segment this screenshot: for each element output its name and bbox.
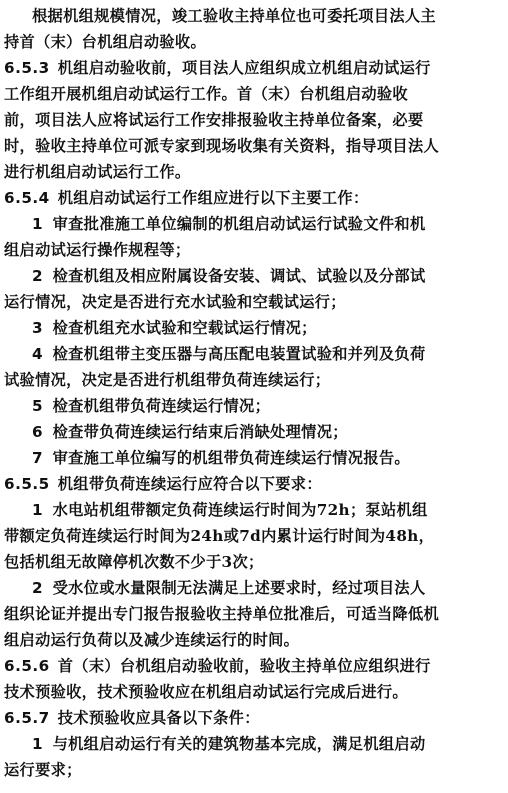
list-item-2: [0, 574, 508, 602]
line-text: 机组带负荷连续运行应符合以下要求：: [57, 475, 322, 493]
list-item-4: [0, 340, 508, 368]
item-number: 5: [32, 397, 43, 415]
line-text: 试验情况，决定是否进行机组带负荷连续运行；: [4, 371, 331, 389]
paragraph-line: [0, 28, 508, 56]
line-text: 技术预验收，技术预验收应在机组启动试运行完成后进行。: [4, 683, 408, 701]
item-number: 4: [32, 345, 43, 363]
line-text: 首（末）台机组启动验收前，验收主持单位应组织进行: [57, 657, 431, 675]
line-text: 受水位或水量限制无法满足上述要求时，经过项目法人: [52, 579, 426, 597]
clause-6-5-5: [0, 470, 508, 498]
line-text: 带额定负荷连续运行时间为24h或7d内累计运行时间为48h，: [4, 527, 435, 545]
line-text: 审查施工单位编写的机组带负荷连续运行情况报告。: [52, 449, 410, 467]
line-text: 组启动运行负荷以及减少连续运行的时间。: [4, 631, 300, 649]
item-number: 1: [32, 215, 43, 233]
item-number: 6: [32, 423, 43, 441]
line-text: 检查机组及相应附属设备安装、调试、试验以及分部试: [52, 267, 426, 285]
item-number: 3: [32, 319, 43, 337]
line-text: 检查机组充水试验和空载试运行情况；: [52, 319, 317, 337]
paragraph-line: [0, 132, 508, 160]
line-text: 工作组开展机组启动试运行工作。首（末）台机组启动验收: [4, 85, 408, 103]
list-item-6: [0, 418, 508, 446]
clause-number: 6.5.6: [4, 657, 50, 675]
line-text: 运行要求；: [4, 761, 82, 779]
item-number: 1: [32, 501, 43, 519]
clause-number: 6.5.5: [4, 475, 50, 493]
line-text: 包括机组无故障停机次数不少于3次；: [4, 553, 264, 571]
line-text: 水电站机组带额定负荷连续运行时间为72h；泵站机组: [52, 501, 428, 519]
list-item-3: [0, 314, 508, 342]
clause-6-5-4: [0, 184, 508, 212]
list-item-1: [0, 730, 508, 758]
paragraph-line: [0, 106, 508, 134]
paragraph-line: [0, 80, 508, 108]
line-text: 持首（末）台机组启动验收。: [4, 33, 206, 51]
line-text: 组启动试运行操作规程等；: [4, 241, 191, 259]
paragraph-line: [0, 2, 508, 30]
line-text: 运行情况，决定是否进行充水试验和空载试运行；: [4, 293, 346, 311]
list-item-1: [0, 496, 508, 524]
paragraph-line: [0, 522, 508, 550]
item-number: 7: [32, 449, 43, 467]
paragraph-line: [0, 366, 508, 394]
item-number: 2: [32, 579, 43, 597]
list-item-2: [0, 262, 508, 290]
item-number: 2: [32, 267, 43, 285]
paragraph-line: [0, 678, 508, 706]
line-text: 机组启动验收前，项目法人应组织成立机组启动试运行: [57, 59, 431, 77]
clause-number: 6.5.3: [4, 59, 50, 77]
list-item-7: [0, 444, 508, 472]
paragraph-line: [0, 236, 508, 264]
line-text: 前，项目法人应将试运行工作安排报验收主持单位备案，必要: [4, 111, 424, 129]
line-text: 进行机组启动试运行工作。: [4, 163, 191, 181]
line-text: 审查批准施工单位编制的机组启动试运行试验文件和机: [52, 215, 426, 233]
line-text: 时，验收主持单位可派专家到现场收集有关资料，指导项目法人: [4, 137, 440, 155]
line-text: 组织论证并提出专门报告报验收主持单位批准后，可适当降低机: [4, 605, 440, 623]
line-text: 与机组启动运行有关的建筑物基本完成，满足机组启动: [52, 735, 426, 753]
list-item-5: [0, 392, 508, 420]
clause-6-5-7: [0, 704, 508, 732]
line-text: 机组启动试运行工作组应进行以下主要工作：: [57, 189, 369, 207]
paragraph-line: [0, 756, 508, 784]
line-text: 技术预验收应具备以下条件：: [57, 709, 260, 727]
paragraph-line: [0, 600, 508, 628]
paragraph-line: [0, 626, 508, 654]
list-item-1: [0, 210, 508, 238]
line-text: 根据机组规模情况，竣工验收主持单位也可委托项目法人主: [32, 7, 436, 25]
line-text: 检查机组带负荷连续运行情况；: [52, 397, 271, 415]
paragraph-line: [0, 158, 508, 186]
line-text: 检查带负荷连续运行结束后消缺处理情况；: [52, 423, 348, 441]
clause-6-5-3: [0, 54, 508, 82]
item-number: 1: [32, 735, 43, 753]
line-text: 检查机组带主变压器与高压配电装置试验和并列及负荷: [52, 345, 426, 363]
clause-number: 6.5.7: [4, 709, 50, 727]
paragraph-line: [0, 288, 508, 316]
clause-number: 6.5.4: [4, 189, 50, 207]
paragraph-line: [0, 548, 508, 576]
clause-6-5-6: [0, 652, 508, 680]
